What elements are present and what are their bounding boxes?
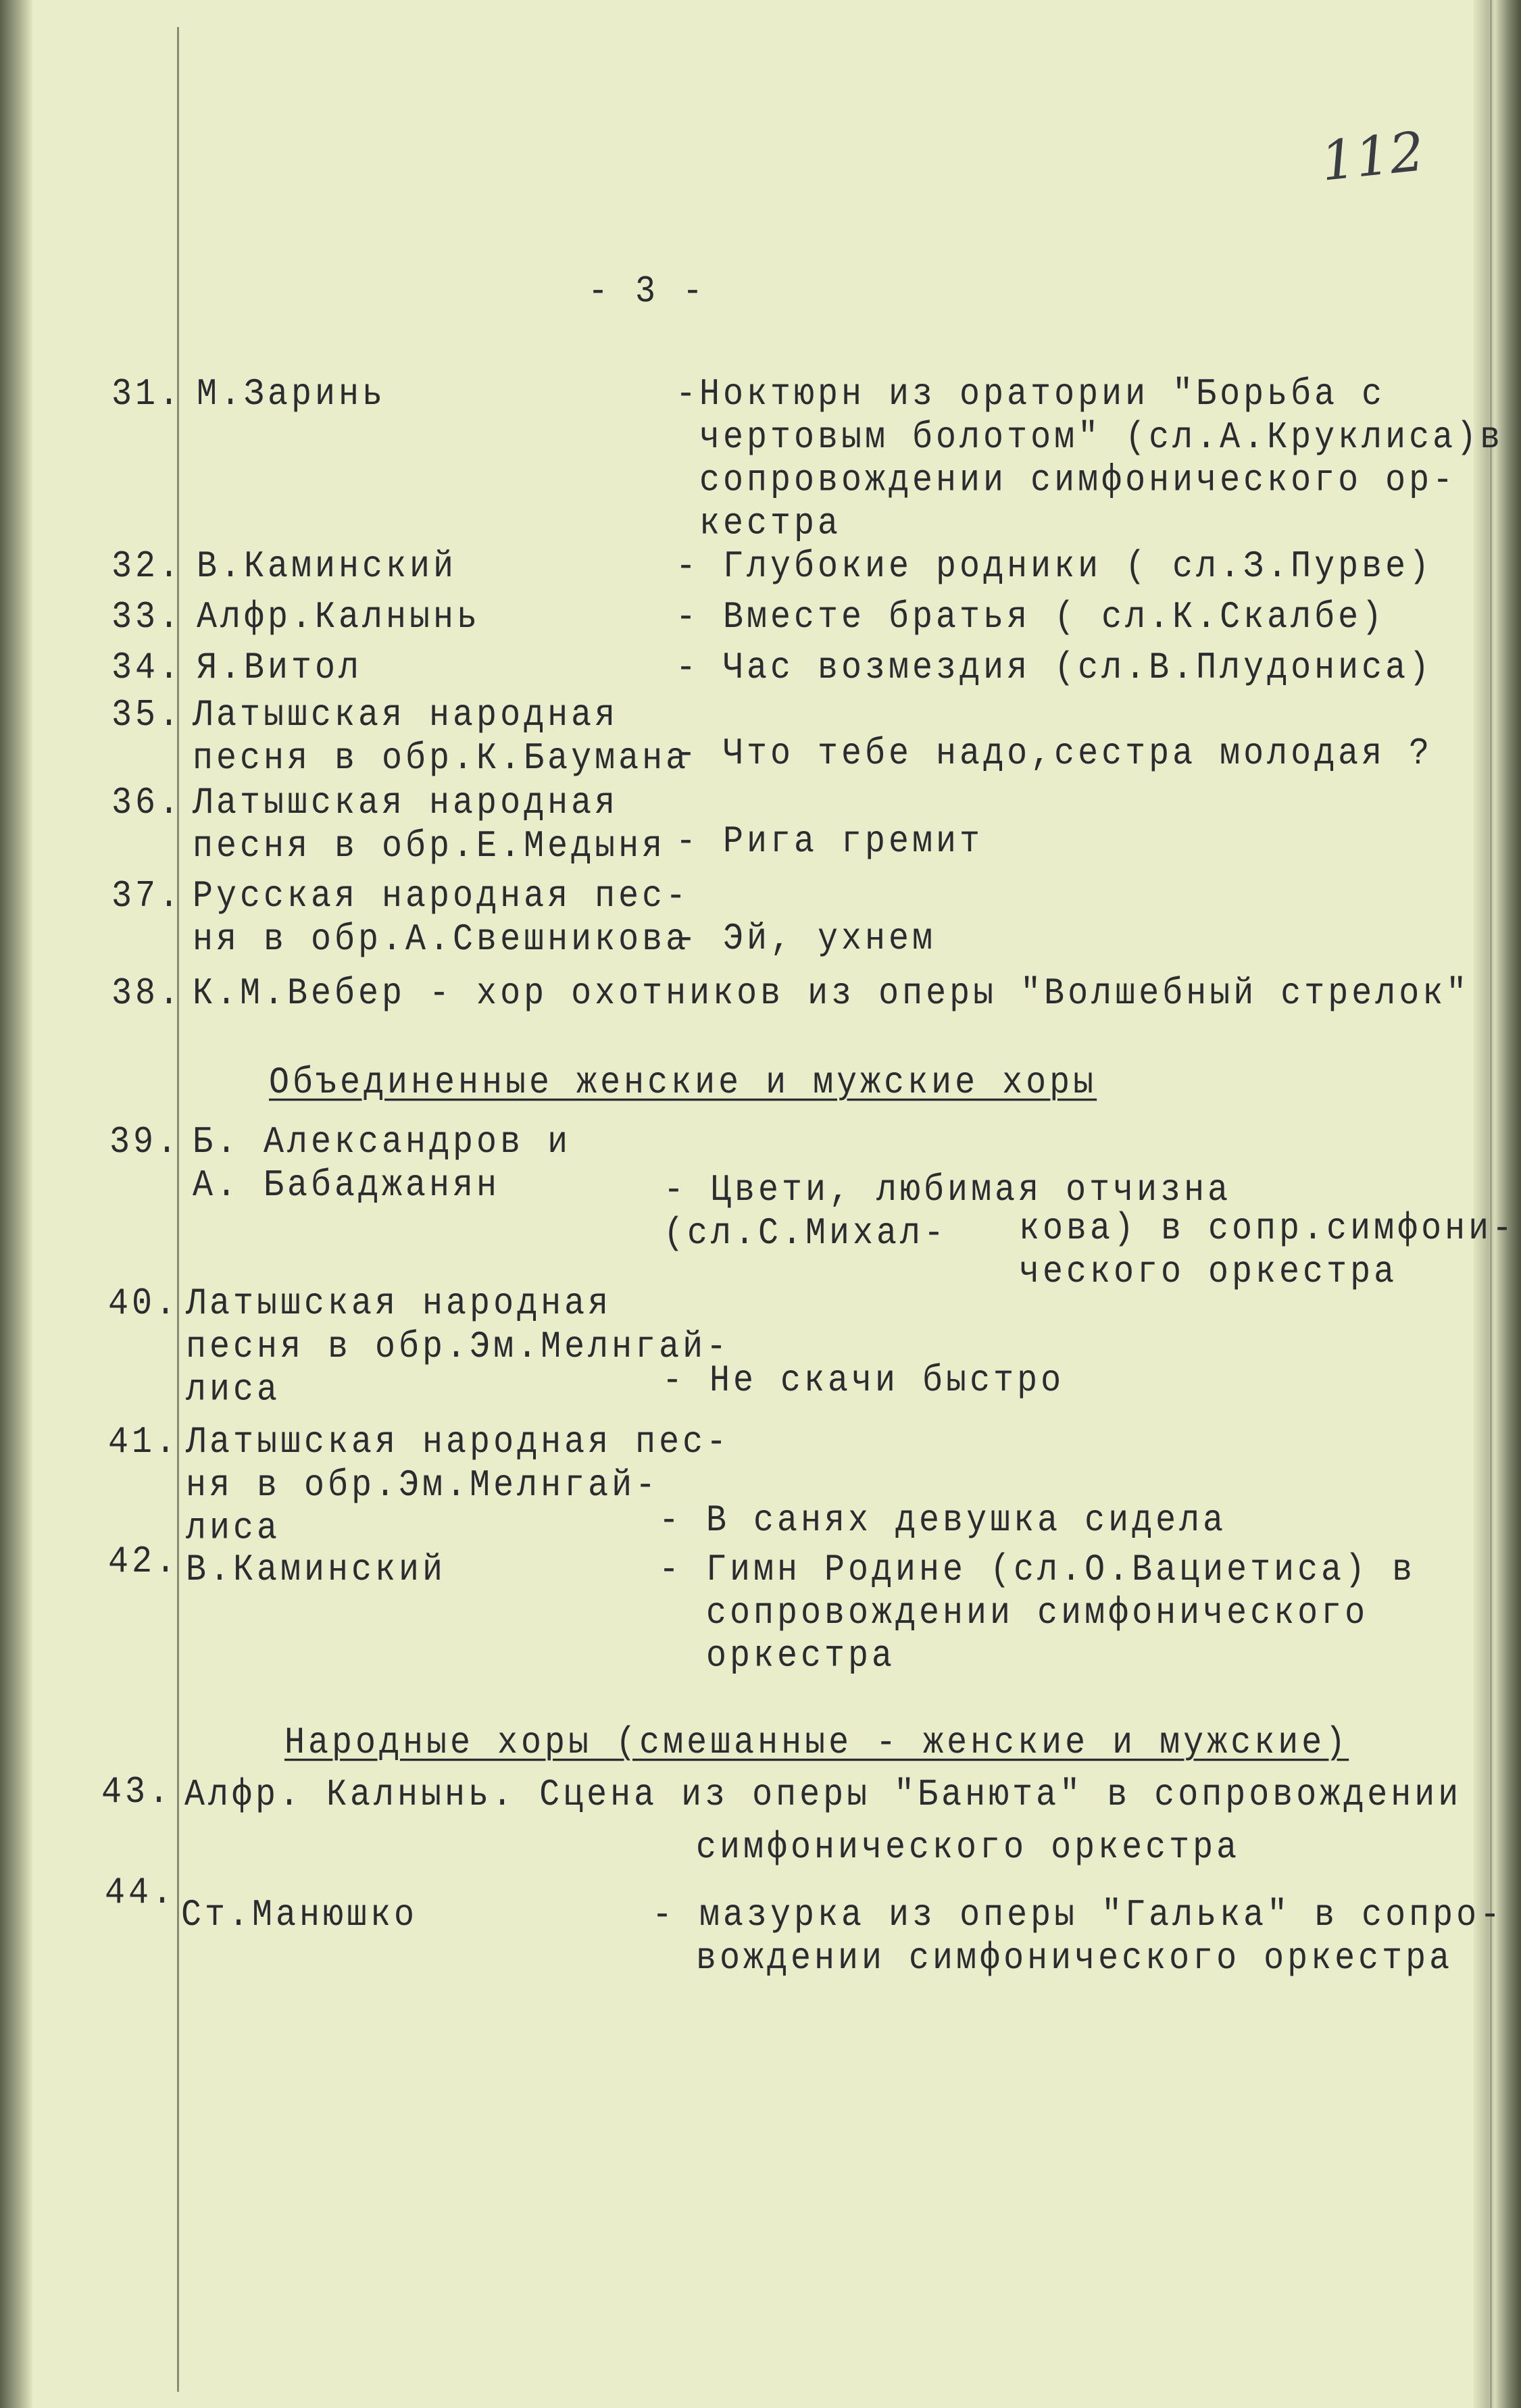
entry-number: 32. xyxy=(111,545,183,588)
entry-title: - Глубокие родники ( сл.З.Пурве) xyxy=(676,545,1433,588)
entry-number: 34. xyxy=(111,647,183,690)
entry-number: 40. xyxy=(108,1282,180,1326)
entry-number: 42. xyxy=(108,1540,180,1584)
entry-composer: Русская народная пес- ня в обр.А.Свешникова xyxy=(193,875,690,961)
entry-composer: В.Каминский xyxy=(186,1549,447,1592)
entry-number: 44. xyxy=(105,1872,176,1915)
entry-title: -Ноктюрн из оратории "Борьба с чертовым болотом" (сл.А.Круклиса)в сопровождении симфонического ор- кестра xyxy=(676,373,1504,546)
entry-number: 38. xyxy=(111,972,183,1015)
entry-title: - мазурка из оперы "Галька" в сопро- вождении симфонического оркестра xyxy=(652,1894,1504,1980)
entry-title: - В санях девушка сидела xyxy=(659,1499,1227,1542)
entry-number: 41. xyxy=(108,1421,180,1464)
entry-title: - Гимн Родине (сл.О.Вациетиса) в сопровождении симфонического оркестра xyxy=(659,1549,1416,1678)
entry-title-continuation: кова) в сопр.симфони- ческого оркестра xyxy=(1019,1207,1516,1294)
entry-composer: Я.Витол xyxy=(197,647,363,690)
section-heading: Народные хоры (смешанные - женские и мужские) xyxy=(284,1722,1349,1765)
entry-composer: Ст.Манюшко xyxy=(181,1894,418,1937)
entry-title: - Не скачи быстро xyxy=(662,1359,1065,1403)
entry-composer: Латышская народная пес- ня в обр.Эм.Мелнгай- лиса xyxy=(186,1421,730,1551)
entry-composer: Алфр. Калнынь. Сцена из оперы "Банюта" в сопровождении xyxy=(184,1774,1462,1817)
entry-number: 36. xyxy=(111,782,183,825)
entry-composer: Латышская народная песня в обр.Эм.Мелнгай- лиса xyxy=(186,1282,730,1412)
entry-composer: Б. Александров и А. Бабаджанян xyxy=(193,1121,572,1207)
section-heading: Объединенные женские и мужские хоры xyxy=(269,1061,1097,1105)
entry-title: - Рига гремит xyxy=(676,820,984,863)
entry-number: 35. xyxy=(111,694,183,737)
entry-composer: В.Каминский xyxy=(197,545,457,588)
entry-number: 37. xyxy=(111,875,183,918)
entry-number: 33. xyxy=(111,596,183,639)
entry-composer: М.Заринь xyxy=(197,373,387,416)
entry-number: 43. xyxy=(101,1771,173,1814)
page-number: - 3 - xyxy=(588,270,707,313)
scan-left-edge xyxy=(0,0,32,2408)
entry-number: 31. xyxy=(111,373,183,416)
entry-composer: К.М.Вебер - хор охотников из оперы "Волшебный стрелок" xyxy=(193,972,1470,1015)
entry-title: - Цвети, любимая отчизна (сл.С.Михал- xyxy=(664,1169,1232,1255)
folio-number: 112 xyxy=(1318,120,1428,193)
entry-composer: Латышская народная песня в обр.Е.Медыня xyxy=(193,782,666,868)
entry-composer: Латышская народная песня в обр.К.Баумана xyxy=(193,694,690,780)
entry-composer: Алфр.Калнынь xyxy=(197,596,481,639)
entry-title: - Что тебе надо,сестра молодая ? xyxy=(676,732,1433,776)
entry-number: 39. xyxy=(109,1121,181,1164)
entry-title: - Вместе братья ( сл.К.Скалбе) xyxy=(676,596,1386,639)
entry-title-continuation: симфонического оркестра xyxy=(696,1826,1241,1870)
entry-title: - Час возмездия (сл.В.Плудониса) xyxy=(676,647,1433,690)
entry-title: - Эй, ухнем xyxy=(676,918,937,961)
